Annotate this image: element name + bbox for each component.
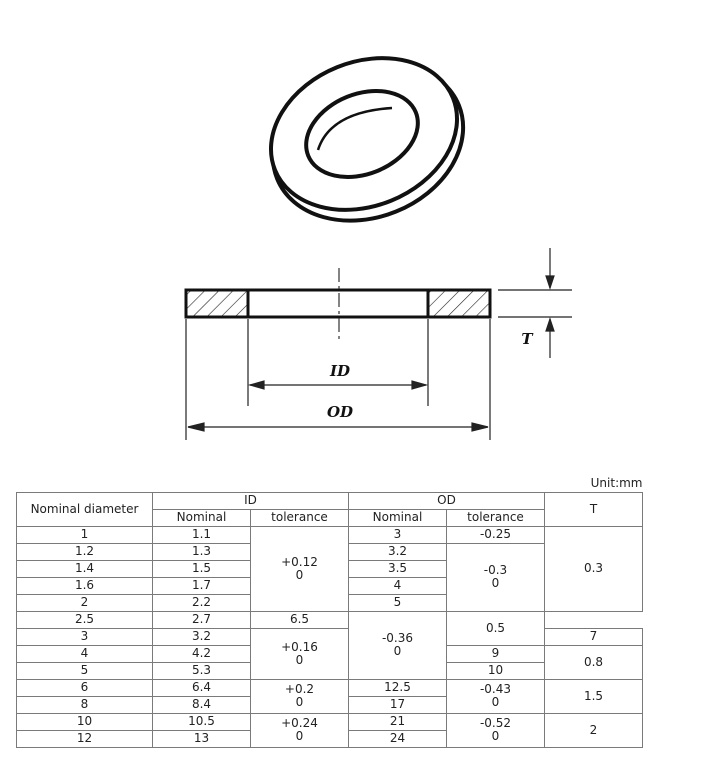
header-t: T	[545, 492, 643, 526]
od-tolerance-lower: 0	[491, 576, 500, 590]
header-od: OD	[349, 492, 545, 509]
od-nominal-cell: 3	[349, 526, 447, 543]
id-dimension-label: ID	[329, 362, 351, 380]
id-nominal-cell: 13	[153, 730, 251, 747]
header-od-tolerance: tolerance	[447, 509, 545, 526]
od-tolerance-upper: -0.36	[381, 631, 414, 645]
t-cell: 0.8	[545, 645, 643, 679]
washer-isometric-view	[248, 31, 487, 248]
id-nominal-cell: 4.2	[153, 645, 251, 662]
od-nominal-cell: 5	[349, 594, 447, 611]
nominal-diameter-cell: 2.5	[17, 611, 153, 628]
id-tolerance-cell	[251, 526, 349, 611]
id-tolerance-upper: +0.16	[281, 639, 318, 654]
od-nominal-cell: 7	[545, 628, 643, 645]
nominal-diameter-cell: 1.4	[17, 560, 153, 577]
od-nominal-cell: 12.5	[349, 679, 447, 696]
nominal-diameter-cell: 4	[17, 645, 153, 662]
nominal-diameter-cell: 6	[17, 679, 153, 696]
od-tolerance-cell	[447, 679, 545, 713]
id-tolerance-upper: +0.2	[284, 682, 315, 696]
id-tolerance-lower: 0	[295, 567, 304, 582]
unit-label: Unit:mm	[17, 475, 643, 492]
od-tolerance-cell	[447, 543, 545, 611]
nominal-diameter-cell: 1	[17, 526, 153, 543]
id-nominal-cell: 8.4	[153, 696, 251, 713]
id-tolerance-lower: 0	[295, 652, 304, 667]
od-nominal-cell: 17	[349, 696, 447, 713]
id-tolerance-cell	[251, 628, 349, 679]
id-nominal-cell: 1.7	[153, 577, 251, 594]
id-nominal-cell: 2.7	[153, 611, 251, 628]
table-row	[17, 628, 643, 645]
od-tolerance-upper: -0.52	[479, 716, 512, 730]
id-nominal-cell: 2.2	[153, 594, 251, 611]
id-nominal-cell: 10.5	[153, 713, 251, 730]
od-nominal-cell: 21	[349, 713, 447, 730]
t-cell: 0.3	[545, 526, 643, 611]
dimension-lines	[186, 248, 572, 440]
od-tolerance-lower: 0	[393, 644, 402, 658]
t-cell: 0.5	[447, 611, 545, 645]
id-tolerance-lower: 0	[295, 729, 304, 743]
od-nominal-cell: 3.5	[349, 560, 447, 577]
od-tolerance-lower: 0	[491, 729, 500, 743]
od-tolerance-lower: 0	[491, 695, 500, 709]
header-od-nominal: Nominal	[349, 509, 447, 526]
washer-dimension-table	[16, 475, 643, 748]
od-nominal-cell: 4	[349, 577, 447, 594]
t-cell: 2	[545, 713, 643, 747]
od-nominal-cell: 10	[447, 662, 545, 679]
od-tolerance-upper: -0.43	[479, 682, 512, 696]
id-nominal-cell: 3.2	[153, 628, 251, 645]
nominal-diameter-cell: 5	[17, 662, 153, 679]
od-tolerance-upper: -0.25	[479, 527, 512, 541]
id-nominal-cell: 5.3	[153, 662, 251, 679]
id-tolerance-cell	[251, 713, 349, 747]
nominal-diameter-cell: 12	[17, 730, 153, 747]
nominal-diameter-cell: 10	[17, 713, 153, 730]
t-dimension-label: T	[521, 330, 533, 348]
id-tolerance-cell	[251, 679, 349, 713]
nominal-diameter-cell: 1.6	[17, 577, 153, 594]
id-tolerance-upper: +0.12	[281, 554, 318, 569]
od-nominal-cell: 6.5	[251, 611, 349, 628]
od-nominal-cell: 24	[349, 730, 447, 747]
od-dimension-label: OD	[326, 403, 354, 421]
od-tolerance-cell	[447, 713, 545, 747]
id-nominal-cell: 1.1	[153, 526, 251, 543]
od-nominal-cell: 9	[447, 645, 545, 662]
od-tolerance-cell	[447, 526, 545, 543]
table-row	[17, 611, 643, 628]
table-row	[17, 679, 643, 696]
nominal-diameter-cell: 8	[17, 696, 153, 713]
table-row	[17, 713, 643, 730]
table-row	[17, 526, 643, 543]
id-tolerance-lower: 0	[295, 695, 304, 709]
od-tolerance-cell	[349, 611, 447, 679]
id-nominal-cell: 6.4	[153, 679, 251, 696]
id-nominal-cell: 1.3	[153, 543, 251, 560]
t-cell: 1.5	[545, 679, 643, 713]
header-nominal-diameter: Nominal diameter	[17, 492, 153, 526]
washer-cross-section	[186, 268, 490, 340]
nominal-diameter-cell: 3	[17, 628, 153, 645]
header-id: ID	[153, 492, 349, 509]
nominal-diameter-cell: 1.2	[17, 543, 153, 560]
header-id-nominal: Nominal	[153, 509, 251, 526]
nominal-diameter-cell: 2	[17, 594, 153, 611]
header-id-tolerance: tolerance	[251, 509, 349, 526]
od-tolerance-upper: -0.3	[483, 563, 508, 577]
id-nominal-cell: 1.5	[153, 560, 251, 577]
od-nominal-cell: 3.2	[349, 543, 447, 560]
id-tolerance-upper: +0.24	[281, 716, 318, 730]
